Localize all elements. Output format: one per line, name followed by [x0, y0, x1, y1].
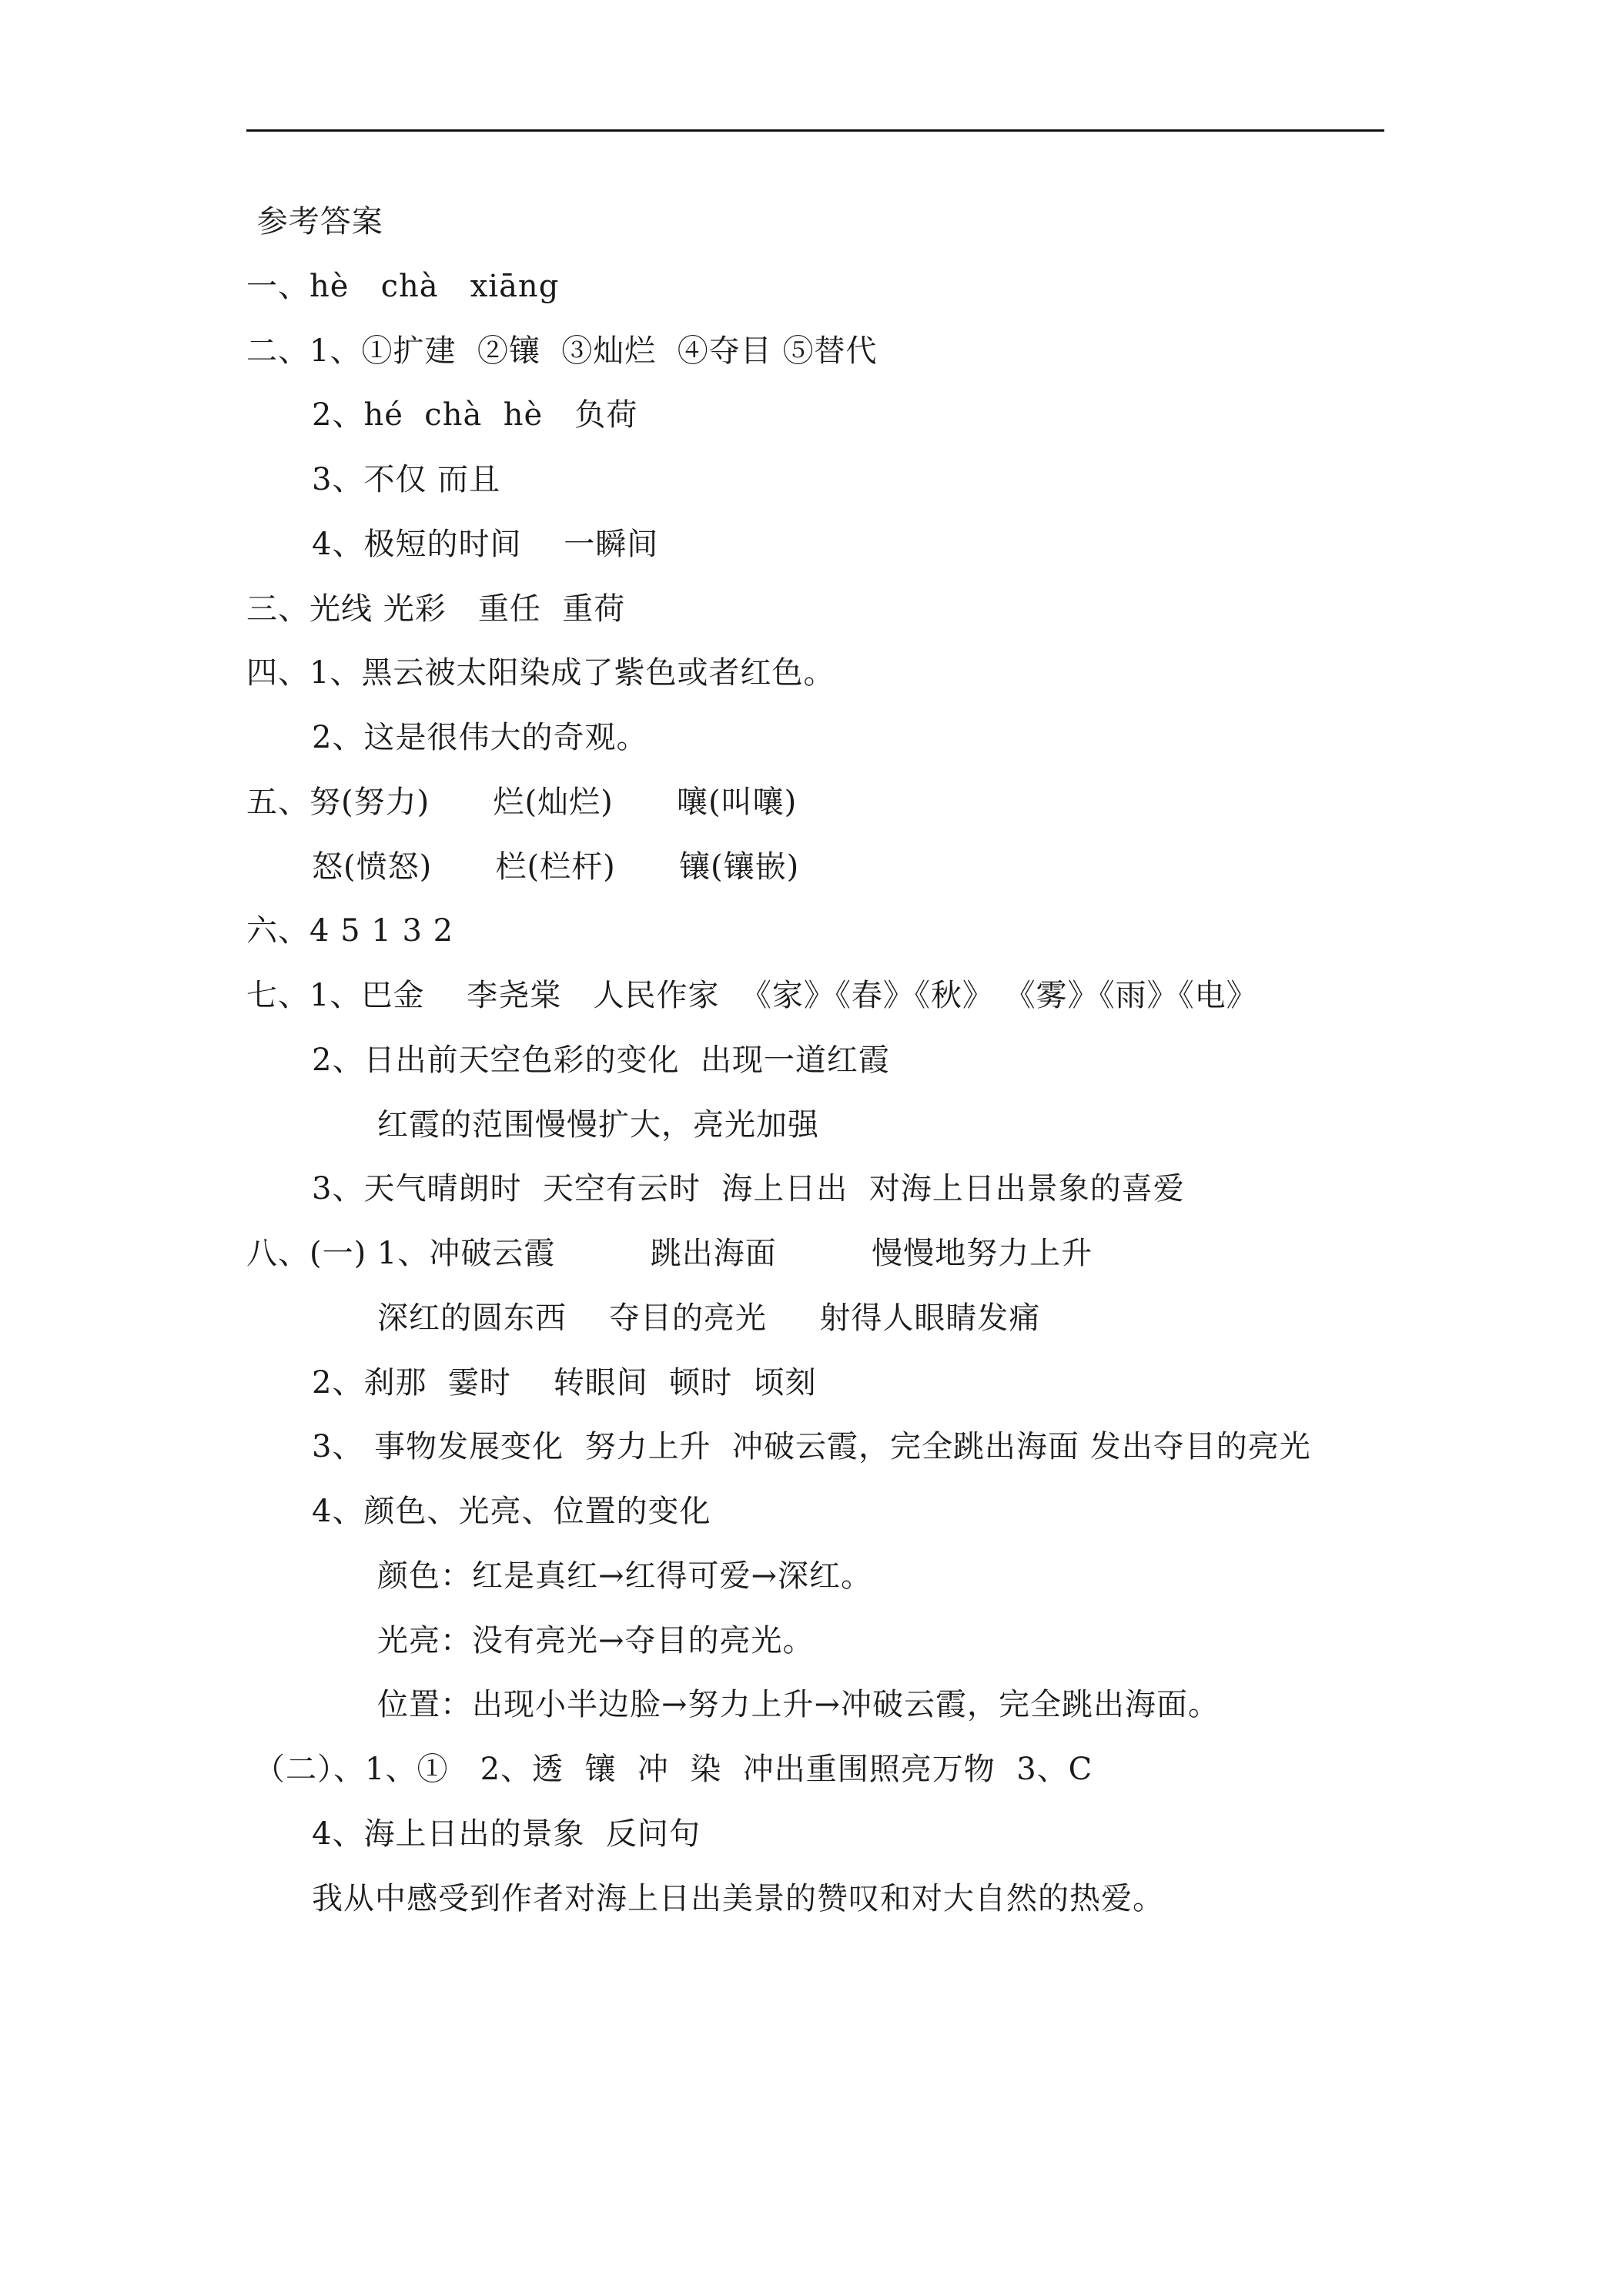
answer-line: 深红的圆东西 夺目的亮光 射得人眼睛发痛 — [377, 1300, 1041, 1336]
answer-line: 4、极短的时间 一瞬间 — [312, 527, 659, 562]
answer-line: 二、1、①扩建 ②镶 ③灿烂 ④夺目 ⑤替代 — [246, 333, 878, 369]
answer-line: 3、不仅 而且 — [312, 462, 501, 497]
answer-line: 四、1、黑云被太阳染成了紫色或者红色。 — [246, 655, 835, 691]
answer-line: 2、日出前天空色彩的变化 出现一道红霞 — [312, 1043, 890, 1078]
answer-line: 一、hè chà xiāng — [246, 269, 560, 304]
answer-line: 三、光线 光彩 重任 重荷 — [246, 591, 626, 627]
answer-line: 2、这是很伟大的奇观。 — [312, 720, 648, 755]
answer-line: 2、hé chà hè 负荷 — [312, 397, 638, 433]
answer-line: 位置：出现小半边脸→努力上升→冲破云霞，完全跳出海面。 — [377, 1687, 1220, 1722]
answer-line: 4、海上日出的景象 反问句 — [312, 1816, 701, 1852]
answer-line: 红霞的范围慢慢扩大，亮光加强 — [377, 1107, 819, 1143]
header-rule — [246, 129, 1384, 132]
answer-line: （二）、1、① 2、透 镶 冲 染 冲出重围照亮万物 3、C — [254, 1752, 1093, 1787]
doc-title: 参考答案 — [246, 204, 383, 239]
answer-line: 七、1、巴金 李尧棠 人民作家 《家》《春》《秋》 《雾》《雨》《电》 — [246, 978, 1258, 1013]
answer-line: 颜色：红是真红→红得可爱→深红。 — [377, 1558, 873, 1594]
answer-line: 4、颜色、光亮、位置的变化 — [312, 1494, 711, 1529]
answer-line: 光亮：没有亮光→夺目的亮光。 — [377, 1623, 815, 1658]
answer-line: 八、(一) 1、冲破云霞 跳出海面 慢慢地努力上升 — [246, 1236, 1093, 1271]
answer-line: 六、4 5 1 3 2 — [246, 913, 454, 949]
answer-line: 五、努(努力) 烂(灿烂) 嚷(叫嚷) — [246, 785, 798, 820]
answer-line: 2、刹那 霎时 转眼间 顿时 顷刻 — [312, 1365, 817, 1401]
answer-line: 怒(愤怒) 栏(栏杆) 镶(镶嵌) — [312, 849, 800, 885]
answer-line: 3、天气晴朗时 天空有云时 海上日出 对海上日出景象的喜爱 — [312, 1171, 1185, 1207]
answer-line: 3、 事物发展变化 努力上升 冲破云霞，完全跳出海面 发出夺目的亮光 — [312, 1429, 1311, 1464]
answer-line: 我从中感受到作者对海上日出美景的赞叹和对大自然的热爱。 — [312, 1881, 1164, 1916]
